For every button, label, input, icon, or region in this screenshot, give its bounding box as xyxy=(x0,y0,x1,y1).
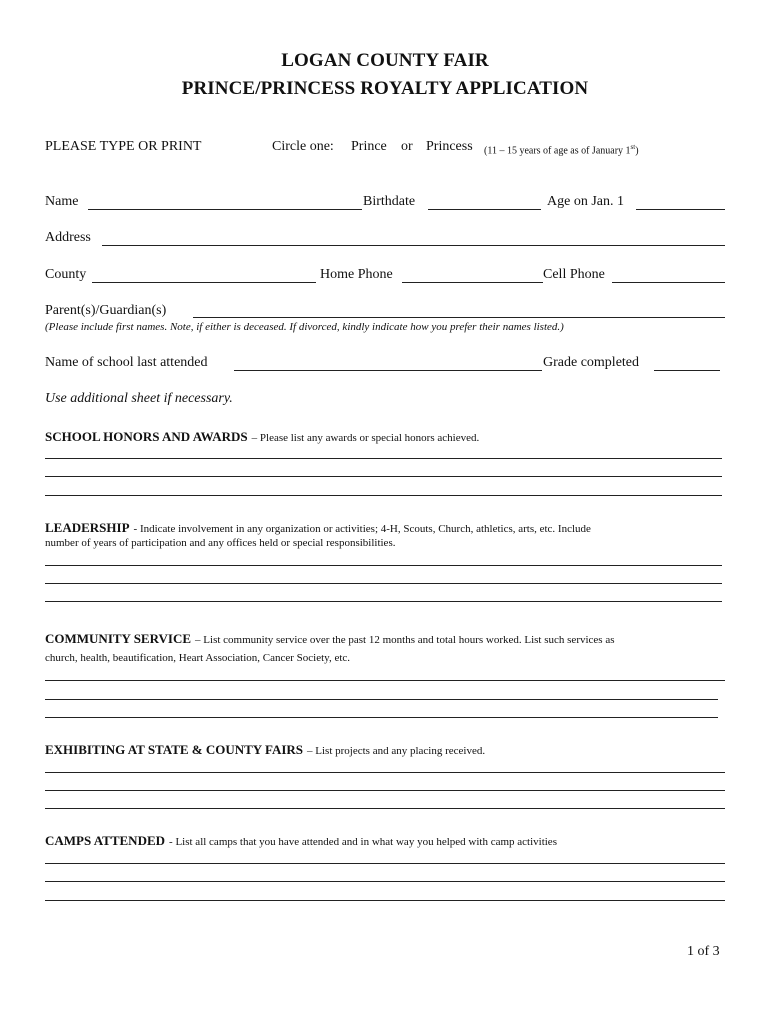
parents-note: (Please include first names. Note, if either is deceased. If divorced, kindly indicate how you prefer their names listed.) xyxy=(45,321,564,333)
leadership-description: - Indicate involvement in any organization or activities; 4-H, Scouts, Church, athletics, arts, etc. Include xyxy=(133,523,591,535)
camps-line-2[interactable] xyxy=(45,881,725,882)
camps-heading xyxy=(45,832,557,850)
age-note-text: (11 – 15 years of age as of January 1 xyxy=(484,145,631,157)
leadership-line-2[interactable] xyxy=(45,583,722,584)
exhibiting-line-3[interactable] xyxy=(45,808,725,809)
additional-sheet-note: Use additional sheet if necessary. xyxy=(45,391,233,406)
parents-label: Parent(s)/Guardian(s) xyxy=(45,303,167,318)
grade-label: Grade completed xyxy=(543,355,640,370)
address-label: Address xyxy=(45,230,91,245)
type-or-print-instruction: PLEASE TYPE OR PRINT xyxy=(45,139,202,154)
community-description: – List community service over the past 12 months and total hours worked. List such services as xyxy=(195,634,615,646)
community-line-1[interactable] xyxy=(45,680,725,681)
honors-line-1[interactable] xyxy=(45,458,722,459)
age-label: Age on Jan. 1 xyxy=(547,194,624,209)
community-line-2[interactable] xyxy=(45,699,718,700)
form-title-line2: PRINCE/PRINCESS ROYALTY APPLICATION xyxy=(181,78,589,99)
community-title: COMMUNITY SERVICE xyxy=(45,631,192,646)
parents-field[interactable] xyxy=(193,317,725,318)
community-line-3[interactable] xyxy=(45,717,718,718)
honors-line-2[interactable] xyxy=(45,476,722,477)
county-field[interactable] xyxy=(92,282,316,283)
age-note-close: ) xyxy=(635,145,639,157)
community-description-cont: church, health, beautification, Heart Association, Cancer Society, etc. xyxy=(45,652,351,664)
camps-description: - List all camps that you have attended and in what way you helped with camp activities xyxy=(169,836,557,848)
cell-phone-label: Cell Phone xyxy=(543,267,605,282)
county-label: County xyxy=(45,267,87,282)
home-phone-field[interactable] xyxy=(402,282,543,283)
birthdate-label: Birthdate xyxy=(363,194,416,209)
name-field[interactable] xyxy=(88,209,362,210)
camps-title: CAMPS ATTENDED xyxy=(45,833,166,848)
honors-description: – Please list any awards or special honors achieved. xyxy=(251,432,480,444)
camps-line-3[interactable] xyxy=(45,900,725,901)
camps-line-1[interactable] xyxy=(45,863,725,864)
exhibiting-line-2[interactable] xyxy=(45,790,725,791)
option-or: or xyxy=(401,139,413,154)
circle-one-label: Circle one: xyxy=(272,139,334,154)
form-title-line1: LOGAN COUNTY FAIR xyxy=(281,50,489,71)
honors-heading xyxy=(45,428,479,446)
exhibiting-description: – List projects and any placing received. xyxy=(307,745,486,757)
school-label: Name of school last attended xyxy=(45,355,208,370)
honors-line-3[interactable] xyxy=(45,495,722,496)
option-prince[interactable]: Prince xyxy=(351,139,387,154)
leadership-description-cont: number of years of participation and any offices held or special responsibilities. xyxy=(45,537,396,549)
name-label: Name xyxy=(45,194,79,209)
leadership-heading xyxy=(45,519,591,537)
age-note-sup: st xyxy=(630,143,636,151)
honors-title: SCHOOL HONORS AND AWARDS xyxy=(45,429,248,444)
age-note xyxy=(484,143,639,156)
age-field[interactable] xyxy=(636,209,725,210)
exhibiting-heading xyxy=(45,741,485,759)
exhibiting-title: EXHIBITING AT STATE & COUNTY FAIRS xyxy=(45,742,304,757)
birthdate-field[interactable] xyxy=(428,209,541,210)
option-princess[interactable]: Princess xyxy=(426,139,473,154)
leadership-title: LEADERSHIP xyxy=(45,520,130,535)
grade-field[interactable] xyxy=(654,370,720,371)
home-phone-label: Home Phone xyxy=(320,267,393,282)
page-number: 1 of 3 xyxy=(687,944,720,959)
community-heading xyxy=(45,630,615,648)
school-field[interactable] xyxy=(234,370,542,371)
address-field[interactable] xyxy=(102,245,725,246)
leadership-line-1[interactable] xyxy=(45,565,722,566)
cell-phone-field[interactable] xyxy=(612,282,725,283)
leadership-line-3[interactable] xyxy=(45,601,722,602)
exhibiting-line-1[interactable] xyxy=(45,772,725,773)
